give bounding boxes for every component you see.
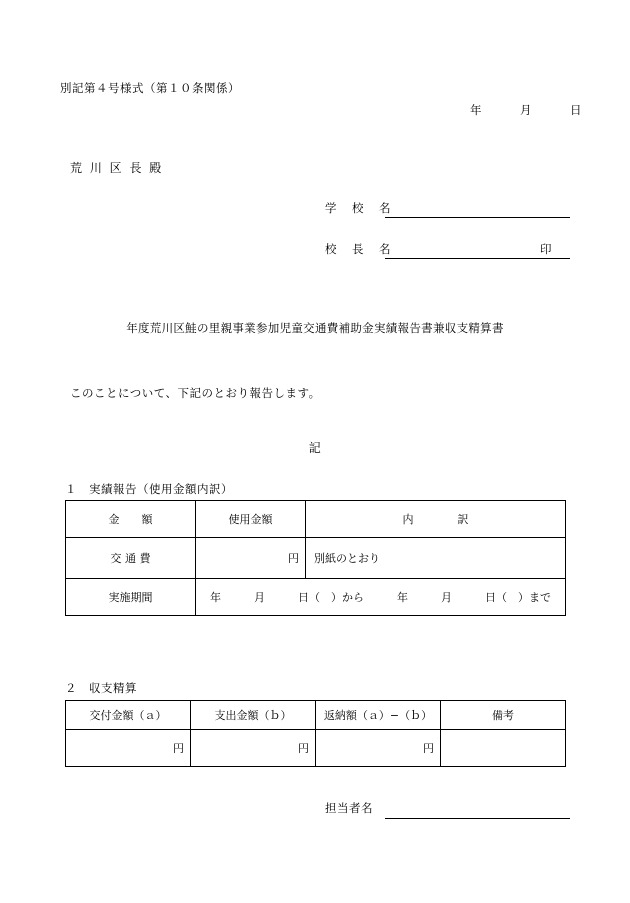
table-row [66, 701, 566, 730]
date-line: 年 月 日 [470, 103, 583, 117]
table2-value-remarks[interactable] [441, 730, 566, 767]
page-title: 年度荒川区鮭の里親事業参加児童交通費補助金実績報告書兼収支精算書 [126, 321, 504, 335]
settlement-table [65, 700, 566, 767]
table1-header-detail: 内 訳 [306, 501, 566, 538]
table2-header-expenditure: 支出金額（ｂ） [191, 701, 316, 730]
table2-value-refund[interactable]: 円 [316, 730, 441, 767]
ki-marker: 記 [308, 441, 322, 455]
table1-header-amount: 金 額 [66, 501, 196, 538]
table1-label-transport: 交 通 費 [66, 538, 196, 579]
section1-heading: １ 実績報告（使用金額内訳） [65, 482, 233, 496]
table2-value-expenditure[interactable]: 円 [191, 730, 316, 767]
performance-report-table [65, 500, 566, 616]
principal-name-label: 校 長 名 [325, 242, 393, 256]
intro-text: このことについて、下記のとおり報告します。 [70, 386, 321, 400]
table2-header-remarks: 備考 [441, 701, 566, 730]
table-row [66, 501, 566, 538]
document-body [60, 0, 583, 903]
table-row [66, 579, 566, 616]
staff-name-rule [385, 818, 570, 819]
table-row [66, 538, 566, 579]
seal-label: 印 [540, 242, 552, 256]
addressee: 荒 川 区 長 殿 [70, 161, 164, 175]
table1-header-used: 使用金額 [196, 501, 306, 538]
section2-heading: ２ 収支精算 [65, 681, 137, 695]
form-number: 別記第４号様式（第１０条関係） [60, 81, 240, 95]
table1-value-transport-amount[interactable]: 円 [196, 538, 306, 579]
table2-value-grant[interactable]: 円 [66, 730, 191, 767]
table2-header-grant: 交付金額（ａ） [66, 701, 191, 730]
school-name-label: 学 校 名 [325, 201, 393, 215]
table1-value-term[interactable]: 年 月 日（ ）から 年 月 日（ ）まで [196, 579, 566, 616]
table-row [66, 730, 566, 767]
staff-name-label: 担当者名 [325, 801, 373, 815]
principal-name-rule [385, 258, 570, 259]
table1-value-transport-detail: 別紙のとおり [306, 538, 566, 579]
school-name-rule [385, 217, 570, 218]
table1-label-term: 実施期間 [66, 579, 196, 616]
table2-header-refund: 返納額（ａ）−（ｂ） [316, 701, 441, 730]
